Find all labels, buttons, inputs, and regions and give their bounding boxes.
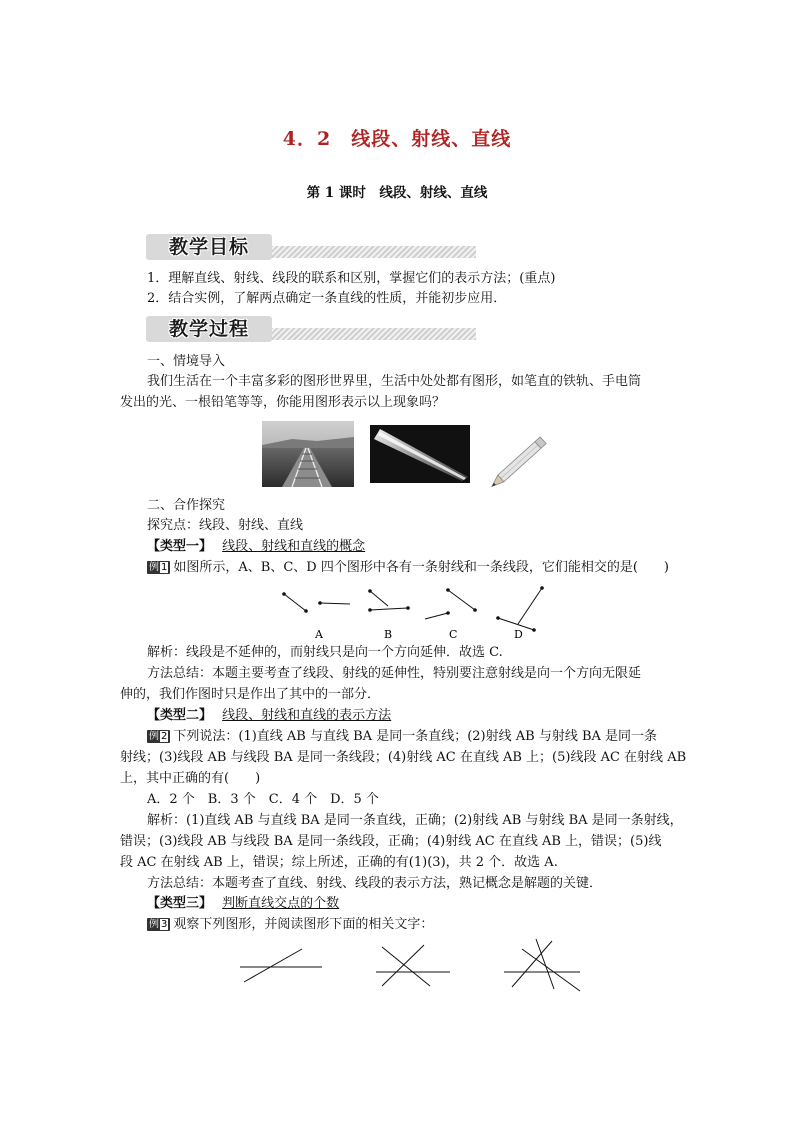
example-badge (147, 561, 170, 574)
type1-bracket: 【类型一】 (147, 539, 213, 554)
goal-item-2: 2．结合实例，了解两点确定一条直线的性质，并能初步应用． (147, 291, 507, 306)
fig2-line-up (382, 945, 424, 986)
example1-analysis: 解析：线段是不延伸的，而射线只是向一个方向延伸．故选 C. (147, 645, 503, 660)
fig1-line-slanted (244, 949, 302, 982)
section1-text-line2: 发出的光、一根铅笔等等，你能用图形表示以上现象吗？ (120, 395, 446, 410)
figure-label-b: B (384, 628, 393, 641)
example3-text: 观察下列图形，并阅读图形下面的相关文字： (173, 917, 434, 932)
section1-heading: 一、情境导入 (147, 354, 226, 369)
fig3-line-falling (522, 949, 580, 991)
example2-options: A．2 个 B．3 个 C．4 个 D．5 个 (147, 792, 379, 807)
type3-heading (147, 894, 339, 914)
example2-summary: 方法总结：本题考查了直线、射线、线段的表示方法，熟记概念是解题的关键． (147, 876, 603, 891)
flashlight-beam-photo (370, 425, 470, 483)
example-badge-number: 2 (161, 731, 168, 742)
type2-bracket: 【类型二】 (147, 708, 213, 723)
figure-label-a: A (315, 628, 323, 641)
goals-banner-label: 教学目标 (146, 234, 272, 260)
example2-line1 (147, 727, 657, 747)
type3-bracket: 【类型三】 (147, 896, 213, 911)
example-badge-number: 3 (161, 919, 168, 930)
figure-label-c: C (449, 628, 458, 641)
example2-line3: 上，其中正确的有( ) (120, 771, 261, 786)
type3-title: 判断直线交点的个数 (222, 896, 340, 911)
example-badge-label: 例 (149, 919, 159, 930)
pencil-image (490, 424, 560, 488)
example-badge (147, 918, 170, 931)
example-badge (147, 730, 170, 743)
fig2-line-down (382, 947, 430, 986)
fig3-line-rising (512, 941, 552, 987)
goals-banner (146, 234, 476, 264)
type1-heading (147, 537, 365, 557)
example1-question (147, 558, 669, 578)
example-badge-number: 1 (161, 562, 168, 573)
section2-heading: 二、合作探究 (147, 498, 226, 513)
example-badge-label: 例 (149, 562, 159, 573)
explore-point: 探究点：线段、射线、直线 (147, 518, 304, 533)
type2-title: 线段、射线和直线的表示方法 (222, 708, 392, 723)
example2-analysis-line1: 解析：(1)直线 AB 与直线 BA 是同一条直线，正确；(2)射线 AB 与射线 BA 是同一条射线， (147, 813, 683, 828)
example2-text-line1: 下列说法：(1)直线 AB 与直线 BA 是同一条直线；(2)射线 AB 与射线 BA 是同一条 (173, 729, 658, 744)
example2-line2: 射线；(3)线段 AB 与线段 BA 是同一条线段；(4)射线 AC 在直线 AB 上；(5)线段 AC 在射线 AB (120, 750, 687, 765)
example1-summary-line2: 伸的，我们作图时只是作出了其中的一部分． (120, 687, 381, 702)
example2-analysis-line3: 段 AC 在射线 AB 上，错误；综上所述，正确的有(1)(3)，共 2 个．故选 A. (120, 855, 558, 870)
fig3-line-steep (536, 939, 554, 989)
example-badge-label: 例 (149, 731, 159, 742)
example3-question (147, 915, 433, 935)
figure-label-d: D (514, 628, 523, 641)
example1-figure (270, 586, 560, 644)
goal-item-1: 1．理解直线、射线、线段的联系和区别，掌握它们的表示方法；(重点) (147, 271, 556, 286)
example3-figures (236, 935, 586, 995)
example1-summary-line1: 方法总结：本题主要考查了线段、射线的延伸性，特别要注意射线是向一个方向无限延 (147, 666, 642, 681)
example2-analysis-line2: 错误；(3)线段 AB 与线段 BA 是同一条线段，正确；(4)射线 AC 在直线 AB 上，错误；(5)线 (120, 834, 662, 849)
type2-heading (147, 706, 391, 726)
lesson-subtitle: 第 1 课时 线段、射线、直线 (306, 185, 488, 201)
example1-text: 如图所示，A、B、C、D 四个图形中各有一条射线和一条线段，它们能相交的是( ) (173, 560, 669, 575)
type1-title: 线段、射线和直线的概念 (222, 539, 366, 554)
railway-track-photo (262, 421, 354, 487)
process-banner (146, 316, 476, 346)
page-title: 4．2 线段、射线、直线 (282, 128, 512, 150)
section1-text-line1: 我们生活在一个丰富多彩的图形世界里，生活中处处都有图形，如笔直的铁轨、手电筒 (147, 374, 642, 389)
process-banner-label: 教学过程 (146, 316, 272, 342)
